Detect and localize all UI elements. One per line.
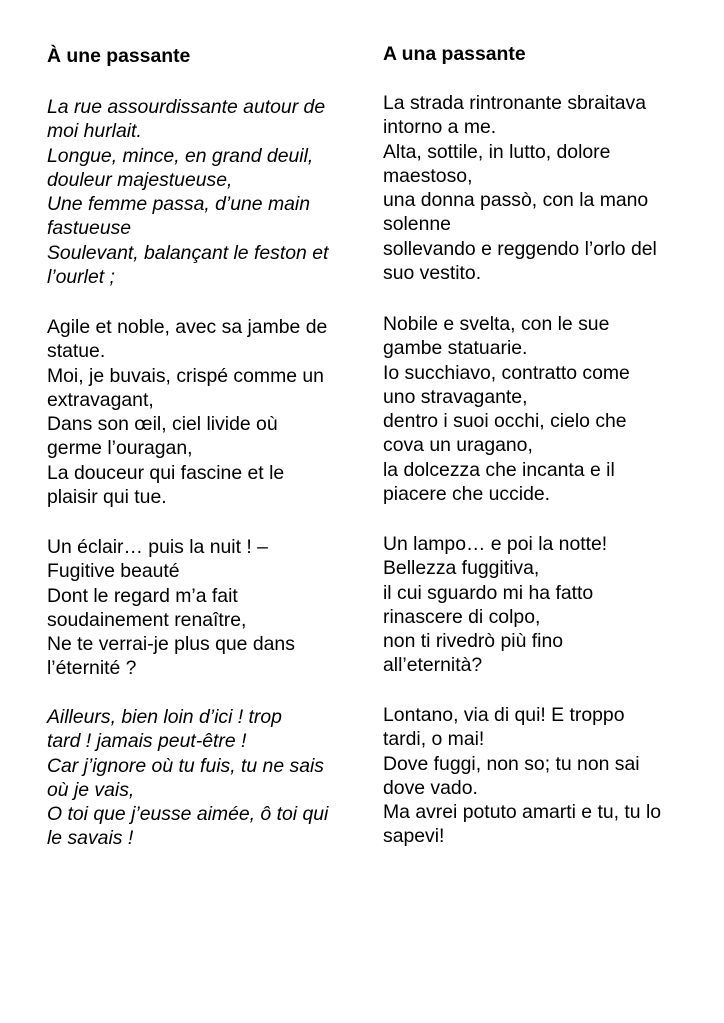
poem-line: O toi que j’eusse aimée, ô toi qui — [47, 803, 329, 826]
poem-line: Dont le regard m’a fait — [47, 584, 238, 607]
poem-line: il cui sguardo mi ha fatto — [383, 581, 594, 604]
poem-line: piacere che uccide. — [383, 483, 551, 506]
poem-line: all’eternità? — [383, 654, 483, 677]
poem-line: solenne — [383, 213, 451, 236]
poem-line: sollevando e reggendo l’orlo del — [383, 237, 657, 260]
poem-line: germe l’ouragan, — [47, 437, 193, 460]
poem-line: Dove fuggi, non so; tu non sai — [383, 752, 640, 775]
poem-line: plaisir qui tue. — [47, 486, 167, 509]
french-stanza-2 — [47, 315, 367, 509]
poem-line: l’ourlet ; — [47, 266, 115, 289]
poem-line: tardi, o mai! — [383, 728, 485, 751]
italian-poem-title: A una passante — [383, 43, 526, 65]
poem-line: extravagant, — [47, 388, 154, 411]
poem-line: Un lampo… e poi la notte! — [383, 533, 608, 555]
poem-line: douleur majestueuse, — [47, 168, 233, 191]
french-stanza-1 — [47, 95, 367, 289]
poem-line: soudainement renaître, — [47, 608, 247, 631]
italian-stanza-1 — [383, 91, 699, 285]
poem-line: tard ! jamais peut-être ! — [47, 730, 247, 753]
poem-line: le savais ! — [47, 827, 134, 850]
italian-stanza-2 — [383, 312, 699, 506]
poem-line: Longue, mince, en grand deuil, — [47, 144, 314, 167]
poem-line: la dolcezza che incanta e il — [383, 458, 615, 481]
poem-line: Car j’ignore où tu fuis, tu ne sais — [47, 754, 324, 777]
poem-line: Agile et noble, avec sa jambe de — [47, 316, 328, 338]
poem-line: l’éternité ? — [47, 657, 137, 680]
poem-line: sapevi! — [383, 825, 445, 848]
poem-line: una donna passò, con la mano — [383, 189, 649, 212]
poem-line: où je vais, — [47, 778, 135, 801]
poem-line: Ailleurs, bien loin d’ici ! trop — [47, 706, 282, 728]
french-poem-title: À une passante — [47, 45, 191, 67]
poem-line: non ti rivedrò più fino — [383, 630, 564, 653]
poem-line: La douceur qui fascine et le — [47, 461, 285, 484]
french-stanza-3 — [47, 535, 367, 681]
poem-line: La strada rintronante sbraitava — [383, 92, 647, 114]
poem-line: Alta, sottile, in lutto, dolore — [383, 140, 611, 163]
poem-line: Fugitive beauté — [47, 560, 180, 583]
poem-line: intorno a me. — [383, 116, 497, 139]
french-stanza-4 — [47, 705, 367, 851]
poem-line: suo vestito. — [383, 262, 482, 285]
poem-line: Un éclair… puis la nuit ! – — [47, 536, 268, 558]
italian-stanza-4 — [383, 703, 699, 849]
poem-line: Une femme passa, d’une main — [47, 193, 310, 216]
poem-line: Lontano, via di qui! E troppo — [383, 704, 625, 726]
poem-line: Dans son œil, ciel livide où — [47, 413, 278, 436]
poem-line: statue. — [47, 340, 106, 363]
poem-line: uno stravagante, — [383, 385, 528, 408]
poem-line: rinascere di colpo, — [383, 605, 541, 628]
poem-line: Ma avrei potuto amarti e tu, tu lo — [383, 801, 662, 824]
poem-line: gambe statuarie. — [383, 337, 528, 360]
poem-line: Bellezza fuggitiva, — [383, 557, 540, 580]
poem-line: fastueuse — [47, 217, 132, 240]
poem-line: Moi, je buvais, crispé comme un — [47, 364, 324, 387]
poem-line: Ne te verrai-je plus que dans — [47, 633, 295, 656]
poem-line: cova un uragano, — [383, 434, 533, 457]
poem-line: La rue assourdissante autour de — [47, 96, 326, 118]
poem-line: dentro i suoi occhi, cielo che — [383, 410, 627, 433]
poem-line: Io succhiavo, contratto come — [383, 361, 630, 384]
poem-line: dove vado. — [383, 776, 478, 799]
poem-line: maestoso, — [383, 164, 473, 187]
poem-line: Nobile e svelta, con le sue — [383, 313, 610, 335]
poem-line: moi hurlait. — [47, 120, 142, 143]
poem-line: Soulevant, balançant le feston et — [47, 241, 329, 264]
italian-stanza-3 — [383, 532, 699, 678]
